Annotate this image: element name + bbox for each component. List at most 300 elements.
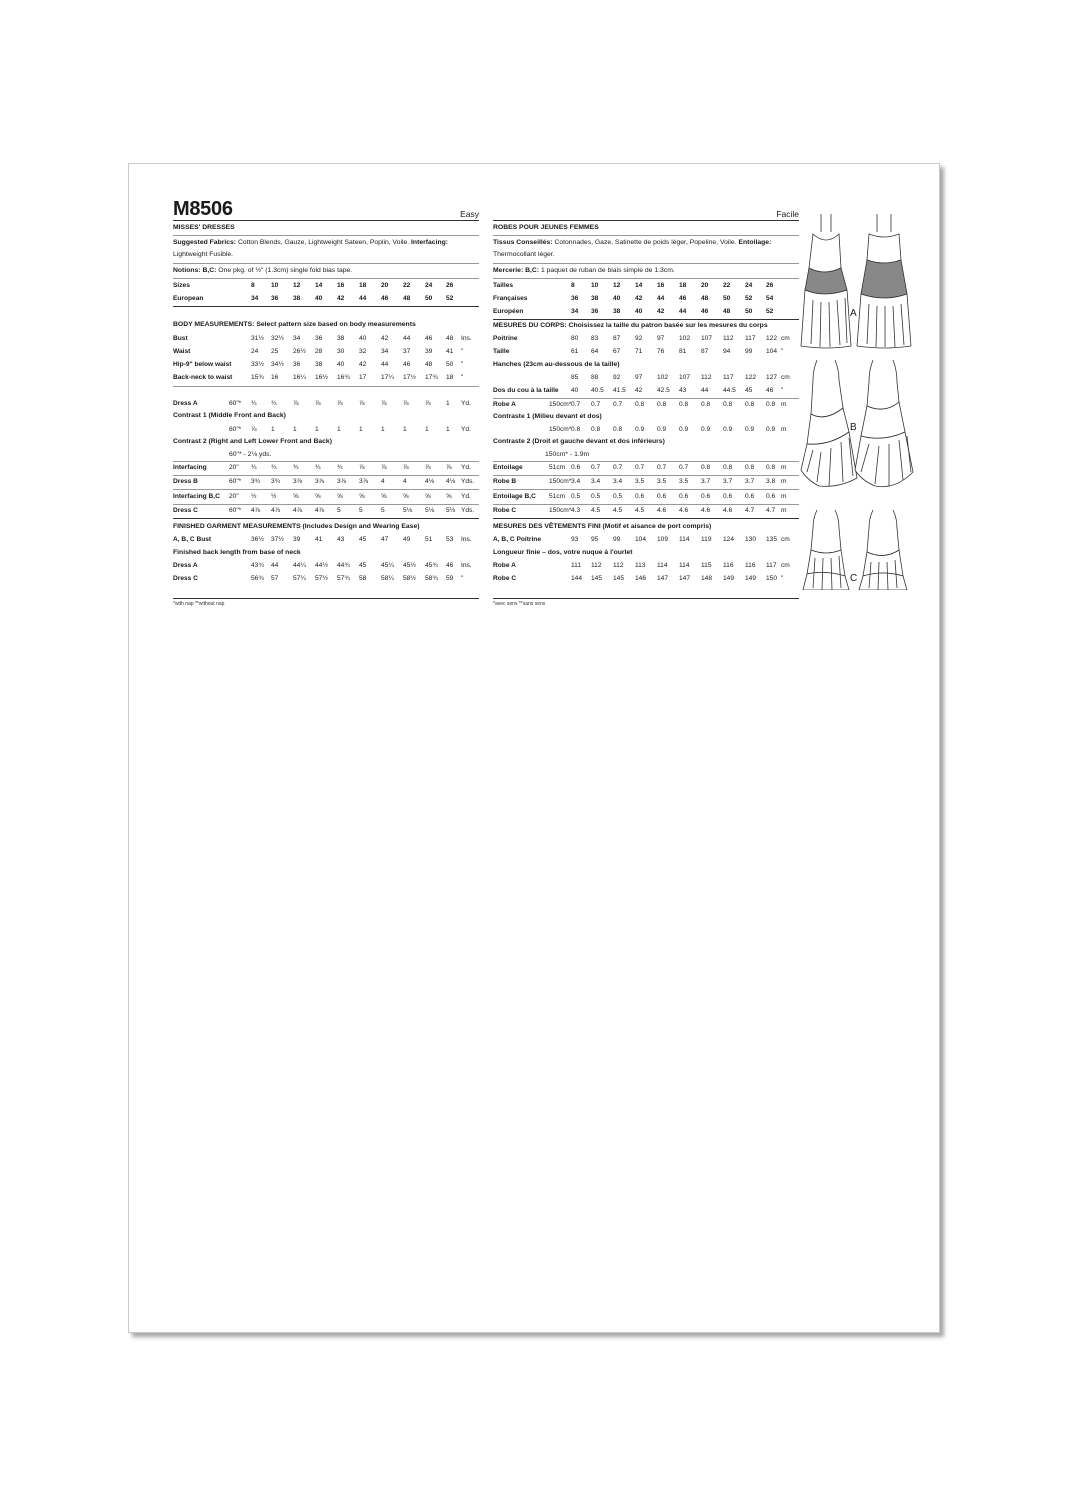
row-value: 1 xyxy=(403,426,407,433)
row-value: 5⅛ xyxy=(446,507,456,514)
row-value: 52 xyxy=(745,295,753,302)
row-value: 30 xyxy=(337,348,345,355)
row-value: ⅝ xyxy=(337,493,343,500)
row-value: 4 xyxy=(403,478,407,485)
row-value: 40 xyxy=(571,387,579,394)
row-value: " xyxy=(461,361,464,368)
row-label: A, B, C Poitrine xyxy=(493,536,541,543)
row-value: 0.7 xyxy=(657,464,667,471)
row-value: 18 xyxy=(359,282,367,289)
europeen-row xyxy=(493,306,799,317)
sizes-row xyxy=(493,280,799,291)
divider xyxy=(173,235,479,236)
row-label: Poitrine xyxy=(493,335,518,342)
row-label: Robe C xyxy=(493,507,517,514)
row-value: 40 xyxy=(359,335,367,342)
row-value: 40.5 xyxy=(591,387,604,394)
row-value: 4.6 xyxy=(657,507,667,514)
row-label: Robe B xyxy=(493,478,517,485)
finished-measurements-title: MESURES DES VÊTEMENTS FINI (Motif et aisance de port compris) xyxy=(493,523,712,530)
row-value: 4.7 xyxy=(766,507,776,514)
row-value: 94 xyxy=(723,348,731,355)
row-value: 144 xyxy=(571,575,583,582)
row-value: 99 xyxy=(745,348,753,355)
row-value: 34 xyxy=(571,308,579,315)
row-value: 49 xyxy=(403,536,411,543)
row-value: 114 xyxy=(657,562,668,569)
row-value: 112 xyxy=(723,335,734,342)
contrast-1-row xyxy=(173,424,479,435)
row-value: 119 xyxy=(701,536,712,543)
row-value: 146 xyxy=(635,575,647,582)
row-value: cm xyxy=(781,562,790,569)
row-value: 92 xyxy=(635,335,643,342)
contrast-2-title: Contraste 2 (Droit et gauche devant et dos inférieurs) xyxy=(493,438,665,445)
row-value: ⅝ xyxy=(381,493,387,500)
finished-robe-a-row xyxy=(493,560,799,571)
row-value: 122 xyxy=(766,335,778,342)
row-value: 48 xyxy=(723,308,731,315)
row-value: 4⅞ xyxy=(315,507,325,514)
row-value: ⅞ xyxy=(446,464,452,471)
row-value: 39 xyxy=(425,348,433,355)
row-value: 18 xyxy=(446,374,454,381)
row-value: 0.9 xyxy=(657,426,667,433)
row-value: 45¼ xyxy=(381,562,394,569)
row-value: 85 xyxy=(571,374,579,381)
row-value: 4.6 xyxy=(701,507,711,514)
row-value: ⅝ xyxy=(359,493,365,500)
row-value: 42.5 xyxy=(657,387,670,394)
row-value: m xyxy=(781,426,787,433)
row-value: 44 xyxy=(403,335,411,342)
row-value: 104 xyxy=(766,348,778,355)
row-value: 107 xyxy=(679,374,691,381)
row-value: Yds. xyxy=(461,507,475,514)
header-bar xyxy=(173,200,479,221)
row-value: 46 xyxy=(381,295,389,302)
row-value: 112 xyxy=(701,374,712,381)
contrast-2-yardage: 150cm* - 1.9m xyxy=(545,451,590,458)
row-value: ¾ xyxy=(337,464,343,471)
row-value: 114 xyxy=(679,536,690,543)
row-value: 115 xyxy=(701,562,712,569)
row-value: 46 xyxy=(679,295,687,302)
row-value: 50 xyxy=(723,295,731,302)
row-value: 4.5 xyxy=(613,507,623,514)
row-value: " xyxy=(461,348,464,355)
row-value: 4.5 xyxy=(591,507,601,514)
divider xyxy=(493,263,799,264)
row-value: 16¼ xyxy=(293,374,306,381)
row-value: 57 xyxy=(271,575,279,582)
row-label: Dress A xyxy=(173,400,198,407)
row-value: 71 xyxy=(635,348,643,355)
row-value: 150cm* xyxy=(549,426,572,433)
row-value: 44 xyxy=(359,295,367,302)
fabrics-line-2: Lightweight Fusible. xyxy=(173,251,234,258)
body-measurements-title: MESURES DU CORPS: Choisissez la taille du patron basée sur les mesures du corps xyxy=(493,322,768,329)
row-value: 36½ xyxy=(251,536,264,543)
row-value: 0.8 xyxy=(571,426,581,433)
row-label: Dress A xyxy=(173,562,198,569)
row-value: 87 xyxy=(613,335,621,342)
row-value: 88 xyxy=(591,374,599,381)
contrast-1-title: Contrast 1 (Middle Front and Back) xyxy=(173,412,286,419)
row-value: 48 xyxy=(425,361,433,368)
row-value: ⅞ xyxy=(403,400,409,407)
row-value: 3¾ xyxy=(251,478,261,485)
view-b-front-sketch xyxy=(801,360,857,486)
row-value: 58¼ xyxy=(381,575,394,582)
row-value: 80 xyxy=(571,335,579,342)
row-value: cm xyxy=(781,536,790,543)
row-value: 15¾ xyxy=(251,374,264,381)
row-value: 58½ xyxy=(403,575,416,582)
row-value: ⅝ xyxy=(446,493,452,500)
row-value: 111 xyxy=(571,562,582,569)
row-value: 0.6 xyxy=(635,493,645,500)
row-value: 36 xyxy=(571,295,579,302)
row-value: 17¾ xyxy=(425,374,438,381)
row-value: 51cm xyxy=(549,493,566,500)
row-value: 0.7 xyxy=(679,464,689,471)
row-value: 60"* xyxy=(229,426,242,433)
row-value: 16½ xyxy=(315,374,328,381)
row-value: 135 xyxy=(766,536,778,543)
row-value: 50 xyxy=(425,295,433,302)
row-value: 24 xyxy=(251,348,259,355)
finished-robe-c-row xyxy=(493,573,799,584)
row-value: 4.6 xyxy=(679,507,689,514)
divider xyxy=(493,235,799,236)
row-value: 0.8 xyxy=(613,426,623,433)
row-value: 24 xyxy=(425,282,433,289)
row-label: Dress C xyxy=(173,507,198,514)
row-value: ½ xyxy=(251,493,257,500)
row-value: 44 xyxy=(701,387,709,394)
row-value: 17½ xyxy=(403,374,416,381)
dress-b-row xyxy=(173,476,479,487)
row-value: 87 xyxy=(701,348,709,355)
view-c-back-sketch xyxy=(859,510,907,590)
row-value: 0.8 xyxy=(701,401,711,408)
view-b-label: B xyxy=(850,422,857,433)
row-value: " xyxy=(781,575,784,582)
row-value: 4⅞ xyxy=(251,507,261,514)
row-value: 5⅛ xyxy=(403,507,413,514)
row-label: Dress B xyxy=(173,478,198,485)
row-value: 45¾ xyxy=(425,562,438,569)
row-value: 16¾ xyxy=(337,374,350,381)
row-value: 0.9 xyxy=(701,426,711,433)
row-value: 4⅞ xyxy=(271,507,281,514)
row-value: 0.7 xyxy=(635,464,645,471)
row-value: 52 xyxy=(766,308,774,315)
row-value: 44 xyxy=(657,295,665,302)
row-value: 38 xyxy=(337,335,345,342)
divider xyxy=(173,278,479,279)
row-label: Waist xyxy=(173,348,191,355)
row-value: 0.9 xyxy=(723,426,733,433)
finished-dress-a-row xyxy=(173,560,479,571)
row-value: 44 xyxy=(381,361,389,368)
row-value: m xyxy=(781,401,787,408)
row-value: 20" xyxy=(229,493,239,500)
row-value: 102 xyxy=(657,374,669,381)
row-value: 99 xyxy=(613,536,621,543)
row-value: 46 xyxy=(701,308,709,315)
row-value: m xyxy=(781,507,787,514)
divider xyxy=(493,598,799,599)
row-value: 107 xyxy=(701,335,713,342)
row-value: 3.7 xyxy=(723,478,733,485)
european-row xyxy=(173,293,479,304)
row-value: 26 xyxy=(446,282,454,289)
row-value: 5 xyxy=(359,507,363,514)
row-value: 104 xyxy=(635,536,647,543)
row-value: 16 xyxy=(657,282,665,289)
row-value: 20 xyxy=(381,282,389,289)
row-value: 0.8 xyxy=(591,426,601,433)
row-value: 149 xyxy=(723,575,735,582)
row-value: 0.8 xyxy=(723,401,733,408)
divider xyxy=(493,489,799,490)
row-value: 43 xyxy=(679,387,687,394)
divider xyxy=(173,306,479,307)
header-bar xyxy=(493,200,799,221)
row-value: 95 xyxy=(591,536,599,543)
row-value: 113 xyxy=(635,562,646,569)
row-value: 37 xyxy=(403,348,411,355)
row-value: 53 xyxy=(446,536,454,543)
row-value: ¾ xyxy=(271,464,277,471)
row-value: 36 xyxy=(591,308,599,315)
hip-row xyxy=(173,359,479,370)
row-value: 0.7 xyxy=(613,401,623,408)
row-value: 3.5 xyxy=(679,478,689,485)
row-value: 14 xyxy=(315,282,323,289)
row-value: 50 xyxy=(446,361,454,368)
row-value: 150cm* xyxy=(549,478,572,485)
row-value: 93 xyxy=(571,536,579,543)
divider xyxy=(173,489,479,490)
row-value: 0.5 xyxy=(613,493,623,500)
row-value: 26 xyxy=(766,282,774,289)
contrast-2-yardage: 60"* - 2⅛ yds. xyxy=(229,451,272,458)
row-value: 40 xyxy=(613,295,621,302)
row-value: 43 xyxy=(337,536,345,543)
row-value: 60"* xyxy=(229,507,242,514)
row-label: Bust xyxy=(173,335,188,342)
row-value: 0.5 xyxy=(571,493,581,500)
row-value: 40 xyxy=(635,308,643,315)
back-neck-row xyxy=(173,372,479,383)
row-value: 36 xyxy=(271,295,279,302)
row-value: 3.4 xyxy=(571,478,581,485)
row-value: m xyxy=(781,478,787,485)
row-value: 42 xyxy=(337,295,345,302)
row-label: Entoilage B,C xyxy=(493,493,536,500)
row-value: ⅝ xyxy=(425,493,431,500)
row-value: 22 xyxy=(403,282,411,289)
dress-a-row xyxy=(173,398,479,409)
row-value: 147 xyxy=(679,575,691,582)
row-value: 36 xyxy=(315,335,323,342)
dress-c-row xyxy=(173,505,479,516)
row-value: 22 xyxy=(723,282,731,289)
row-value: ⅞ xyxy=(381,400,387,407)
row-value: 0.8 xyxy=(701,464,711,471)
notions-line: Notions: B,C: One pkg. of ½" (1.3cm) single fold bias tape. xyxy=(173,267,353,274)
row-value: ⅞ xyxy=(251,426,257,433)
row-value: 5 xyxy=(381,507,385,514)
row-value: 1 xyxy=(446,426,450,433)
row-value: 8 xyxy=(571,282,575,289)
row-value: 60"* xyxy=(229,400,242,407)
row-value: 24 xyxy=(745,282,753,289)
bust-row xyxy=(173,333,479,344)
row-value: 42 xyxy=(381,335,389,342)
dress-sketches xyxy=(799,210,929,590)
divider xyxy=(493,278,799,279)
row-value: ⅝ xyxy=(315,493,321,500)
row-value: 52 xyxy=(446,295,454,302)
row-value: 20 xyxy=(701,282,709,289)
row-value: 150cm* xyxy=(549,507,572,514)
hanches-row xyxy=(493,372,799,383)
row-value: 0.8 xyxy=(745,401,755,408)
row-value: ⅞ xyxy=(315,400,321,407)
poitrine-row xyxy=(493,333,799,344)
row-value: 3.5 xyxy=(657,478,667,485)
row-value: 40 xyxy=(315,295,323,302)
row-value: 39 xyxy=(293,536,301,543)
row-value: 0.7 xyxy=(571,401,581,408)
row-value: 4.5 xyxy=(635,507,645,514)
row-value: 3⅞ xyxy=(293,478,303,485)
row-value: 57¼ xyxy=(293,575,306,582)
row-value: cm xyxy=(781,335,790,342)
row-value: 42 xyxy=(635,387,643,394)
divider xyxy=(173,386,479,387)
body-measurements-title: BODY MEASUREMENTS: Select pattern size based on body measurements xyxy=(173,321,416,328)
row-label: Back-neck to waist xyxy=(173,374,233,381)
row-value: 0.6 xyxy=(679,493,689,500)
row-value: 38 xyxy=(293,295,301,302)
row-value: 0.9 xyxy=(635,426,645,433)
row-value: 44 xyxy=(271,562,279,569)
contrast-1-title: Contraste 1 (Milieu devant et dos) xyxy=(493,413,602,420)
row-label: Taille xyxy=(493,348,510,355)
row-value: ⅞ xyxy=(425,464,431,471)
row-value: 12 xyxy=(293,282,301,289)
row-value: " xyxy=(781,348,784,355)
section-title: ROBES POUR JEUNES FEMMES xyxy=(493,224,599,231)
contrast-1-row xyxy=(493,424,799,435)
row-value: ⅝ xyxy=(403,493,409,500)
row-value: 44 xyxy=(679,308,687,315)
row-label: Interfacing B,C xyxy=(173,493,220,500)
row-value: 47 xyxy=(381,536,389,543)
row-value: 48 xyxy=(446,335,454,342)
row-value: 67 xyxy=(613,348,621,355)
sizes-row xyxy=(173,280,479,291)
row-value: 20" xyxy=(229,464,239,471)
interfacing-row xyxy=(173,462,479,473)
row-value: 37½ xyxy=(271,536,284,543)
view-a-front-sketch xyxy=(801,214,851,348)
divider xyxy=(493,518,799,519)
row-value: 114 xyxy=(679,562,690,569)
row-value: 3.8 xyxy=(766,478,776,485)
row-value: 124 xyxy=(723,536,735,543)
row-value: 1 xyxy=(359,426,363,433)
view-b-back-sketch xyxy=(855,360,913,487)
finished-bust-row xyxy=(493,534,799,545)
back-length-title: Longueur finie – dos, votre nuque à l'ourlet xyxy=(493,549,633,556)
row-value: 145 xyxy=(591,575,603,582)
row-label: Dress C xyxy=(173,575,198,582)
row-value: 54 xyxy=(766,295,774,302)
row-value: 112 xyxy=(613,562,624,569)
pattern-sheet xyxy=(128,163,940,1333)
row-value: 44¼ xyxy=(293,562,306,569)
row-value: 145 xyxy=(613,575,625,582)
row-value: 45 xyxy=(359,536,367,543)
row-label: A, B, C Bust xyxy=(173,536,212,543)
row-label: Robe A xyxy=(493,401,516,408)
row-value: 0.7 xyxy=(591,464,601,471)
row-label: Robe C xyxy=(493,575,517,582)
row-value: 0.6 xyxy=(701,493,711,500)
row-value: 43¾ xyxy=(251,562,264,569)
row-value: 48 xyxy=(701,295,709,302)
row-value: ¾ xyxy=(293,464,299,471)
row-value: 0.8 xyxy=(657,401,667,408)
row-value: 5⅛ xyxy=(425,507,435,514)
row-value: 28 xyxy=(315,348,323,355)
row-value: ⅞ xyxy=(337,400,343,407)
row-value: 17 xyxy=(359,374,367,381)
row-value: 12 xyxy=(613,282,621,289)
row-value: 117 xyxy=(766,562,777,569)
row-value: 38 xyxy=(315,361,323,368)
row-value: m xyxy=(781,493,787,500)
row-value: 3¾ xyxy=(271,478,281,485)
row-value: 0.6 xyxy=(766,493,776,500)
row-value: 0.8 xyxy=(723,464,733,471)
fabrics-line-2: Thermocollant léger. xyxy=(493,251,555,258)
row-value: 3⅞ xyxy=(359,478,369,485)
row-value: 3⅞ xyxy=(337,478,347,485)
row-value: 59 xyxy=(446,575,454,582)
row-value: 16 xyxy=(337,282,345,289)
fabrics-line: Tissus Conseillés: Cotonnades, Gaze, Satinette de poids léger, Popeline, Voile. Entoilage: xyxy=(493,239,772,246)
row-value: 46 xyxy=(403,361,411,368)
finished-measurements-title: FINISHED GARMENT MEASUREMENTS (Includes Design and Wearing Ease) xyxy=(173,523,420,530)
row-value: 0.6 xyxy=(657,493,667,500)
row-value: 81 xyxy=(679,348,687,355)
difficulty-label: Facile xyxy=(776,209,799,219)
row-value: 58¾ xyxy=(425,575,438,582)
row-value: 45½ xyxy=(403,562,416,569)
row-value: 1 xyxy=(315,426,319,433)
entoilage-row xyxy=(493,462,799,473)
row-label: Françaises xyxy=(493,295,528,302)
row-value: " xyxy=(461,374,464,381)
row-value: 31½ xyxy=(251,335,264,342)
